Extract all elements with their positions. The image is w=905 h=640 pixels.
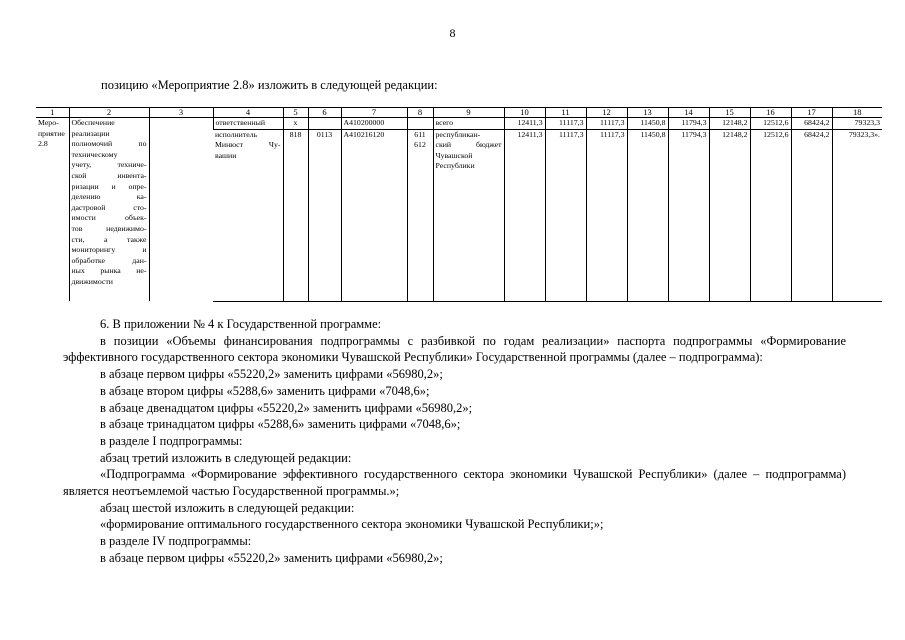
value-cell: 68424,2 bbox=[791, 118, 832, 130]
value-cell: 11117,3 bbox=[586, 118, 627, 130]
header-cell: 1 bbox=[36, 108, 69, 118]
header-cell: 8 bbox=[407, 108, 433, 118]
cell: 611 612 bbox=[407, 129, 433, 301]
cell bbox=[407, 118, 433, 130]
value-cell: 11117,3 bbox=[545, 118, 586, 130]
value-cell: 11794,3 bbox=[668, 118, 709, 130]
program-table bbox=[36, 107, 880, 302]
value-cell: 12148,2 bbox=[709, 118, 750, 130]
header-cell: 16 bbox=[750, 108, 791, 118]
header-cell: 6 bbox=[308, 108, 341, 118]
paragraph: в абзаце тринадцатом цифры «5288,6» заменить цифрами «7048,6»; bbox=[100, 417, 461, 432]
header-cell: 13 bbox=[627, 108, 668, 118]
empty-cell bbox=[149, 118, 213, 302]
paragraph: в абзаце первом цифры «55220,2» заменить цифрами «56980,2»; bbox=[100, 367, 443, 382]
header-cell: 18 bbox=[832, 108, 882, 118]
paragraph: абзац шестой изложить в следующей редакции: bbox=[100, 500, 355, 515]
value-cell: 68424,2 bbox=[791, 129, 832, 301]
paragraph: в абзаце первом цифры «55220,2» заменить цифрами «56980,2»; bbox=[100, 550, 443, 565]
value-cell: 11450,8 bbox=[627, 129, 668, 301]
cell: х bbox=[283, 118, 308, 130]
paragraph: в абзаце двенадцатом цифры «55220,2» заменить цифрами «56980,2»; bbox=[100, 400, 473, 415]
header-cell: 14 bbox=[668, 108, 709, 118]
value-cell: 11117,3 bbox=[586, 129, 627, 301]
paragraph: «формирование оптимального государственного сектора экономики Чувашской Республики;»; bbox=[100, 517, 604, 532]
executor-cell: исполнитель Минюст Чу- вашии bbox=[213, 129, 283, 301]
value-cell: 12148,2 bbox=[709, 129, 750, 301]
cell: 818 bbox=[283, 129, 308, 301]
code-cell: А410216120 bbox=[341, 129, 407, 301]
paragraph: абзац третий изложить в следующей редакции: bbox=[100, 450, 352, 465]
value-cell: 11117,3 bbox=[545, 129, 586, 301]
header-cell: 5 bbox=[283, 108, 308, 118]
paragraph: в позиции «Объемы финансирования подпрограммы с разбивкой по годам реализации» паспорта подпрограммы «Формирование эффективного государственного сектора экономики Чувашской Республики» Государственной программы (далее – подпрограмма): bbox=[63, 333, 846, 365]
paragraph: в разделе I подпрограммы: bbox=[100, 433, 243, 448]
header-cell: 3 bbox=[149, 108, 213, 118]
source-cell: республикан- ский бюджет Чувашской Республики bbox=[433, 129, 504, 301]
event-description-cell: Обеспечение реализации полномочий по техническому учету, техниче- ской инвента- ризации и опре- делению ка- дастровой сто- имости объек- тов недвижимо- сти, а также мониторингу и обработке дан- ных рынка не- движимости bbox=[69, 118, 149, 302]
paragraph: 6. В приложении № 4 к Государственной программе: bbox=[100, 317, 382, 331]
value-cell: 12411,3 bbox=[504, 129, 545, 301]
source-total-cell: всего bbox=[433, 118, 504, 130]
event-number-cell: Меро- приятие 2.8 bbox=[38, 118, 65, 149]
header-cell: 17 bbox=[791, 108, 832, 118]
code-cell: А410200000 bbox=[341, 118, 407, 130]
header-cell: 7 bbox=[341, 108, 407, 118]
table-header-row bbox=[36, 108, 882, 118]
header-cell: 10 bbox=[504, 108, 545, 118]
value-cell: 12512,6 bbox=[750, 118, 791, 130]
header-cell: 12 bbox=[586, 108, 627, 118]
header-cell: 4 bbox=[213, 108, 283, 118]
paragraph: в разделе IV подпрограммы: bbox=[100, 534, 252, 549]
value-cell: 12411,3 bbox=[504, 118, 545, 130]
header-cell: 15 bbox=[709, 108, 750, 118]
header-cell: 11 bbox=[545, 108, 586, 118]
table-row bbox=[36, 118, 882, 130]
value-cell: 79323,3 bbox=[832, 118, 882, 130]
header-cell: 2 bbox=[69, 108, 149, 118]
header-cell: 9 bbox=[433, 108, 504, 118]
cell bbox=[308, 118, 341, 130]
paragraph: «Подпрограмма «Формирование эффективного государственного сектора экономики Чувашской Республики» (далее – подпрограмма) является неотъемлемой частью Государственной программы.»; bbox=[63, 467, 846, 499]
value-cell: 12512,6 bbox=[750, 129, 791, 301]
value-cell: 11450,8 bbox=[627, 118, 668, 130]
value-cell: 11794,3 bbox=[668, 129, 709, 301]
document-body bbox=[63, 316, 846, 567]
cell: 0113 bbox=[308, 129, 341, 301]
page-number: 8 bbox=[449, 26, 456, 40]
intro-text: позицию «Мероприятие 2.8» изложить в следующей редакции: bbox=[101, 78, 438, 92]
paragraph: в абзаце втором цифры «5288,6» заменить цифрами «7048,6»; bbox=[100, 383, 430, 398]
executor-label-cell: ответственный bbox=[213, 118, 283, 130]
value-cell: 79323,3». bbox=[832, 129, 882, 301]
